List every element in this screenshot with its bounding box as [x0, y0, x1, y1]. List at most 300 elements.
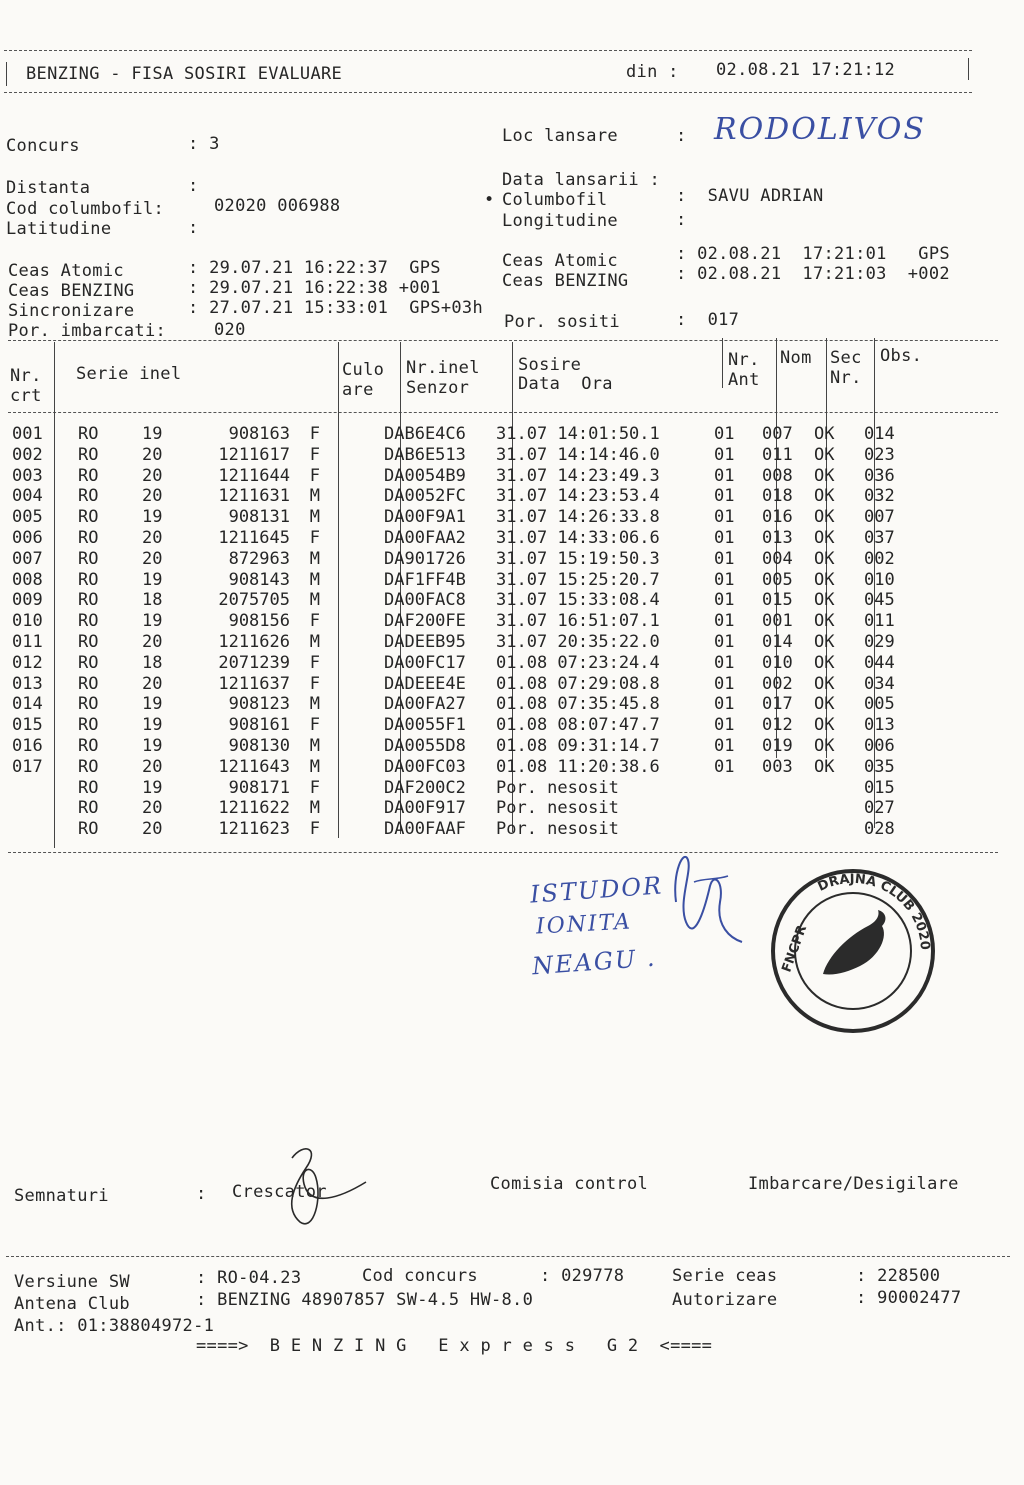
cell-inel: 908131	[228, 507, 290, 528]
cell-spacer	[320, 674, 384, 695]
cell-tara: RO	[78, 756, 99, 777]
cell-senzor: DA00FAA2	[384, 527, 466, 548]
cell-spacer	[320, 819, 384, 840]
table-row	[12, 798, 914, 819]
cell-sec: OK	[814, 735, 835, 756]
col-senzor: Senzor	[406, 378, 470, 398]
table-row	[12, 445, 914, 466]
cell-sex: M	[309, 694, 320, 715]
cell-spacer	[320, 653, 384, 674]
col-obs: Obs.	[880, 346, 923, 366]
cell-senzor: DADEEB95	[384, 631, 466, 652]
cell-inel: 908143	[228, 569, 290, 590]
cell-tara: RO	[78, 694, 99, 715]
antena-club-label: Antena Club	[14, 1294, 130, 1314]
cell-inel: 908156	[228, 611, 290, 632]
cell-nom: 010	[762, 652, 793, 673]
cell-sec: OK	[814, 611, 835, 632]
cell-sex: F	[309, 527, 320, 548]
loc-lansare-sep: :	[676, 126, 687, 146]
cell-crt: 003	[12, 465, 43, 486]
cell-nom: 005	[762, 569, 793, 590]
cell-senzor: DA901726	[384, 548, 466, 569]
cell-nom: 004	[762, 548, 793, 569]
cell-nom: 003	[762, 756, 793, 777]
cell-obs: 014	[864, 424, 895, 444]
por-imbarcati-value: 020	[214, 320, 246, 340]
cell-sec: OK	[814, 527, 835, 548]
cell-sec: OK	[814, 548, 835, 569]
cell-nom	[762, 778, 814, 799]
distanta-value: :	[188, 176, 199, 196]
cell-sosire: 31.07 14:26:33.8	[496, 507, 660, 528]
cell-sex: F	[309, 611, 320, 632]
cell-sex: F	[309, 715, 320, 736]
cell-tara: RO	[78, 819, 99, 840]
cell-tara: RO	[78, 590, 99, 611]
col-nom: Nom	[780, 348, 812, 368]
cell-ant: 01	[714, 756, 735, 777]
cell-sec: OK	[814, 486, 835, 507]
cell-obs: 036	[864, 465, 895, 486]
cell-sec: OK	[814, 424, 835, 444]
cell-inel: 908163	[228, 424, 290, 444]
cell-crt: 016	[12, 735, 43, 756]
col-ant: Ant	[728, 370, 760, 390]
cell-an: 20	[142, 756, 163, 777]
cell-sex: F	[309, 424, 320, 444]
cell-obs: 006	[864, 735, 895, 756]
cell-inel: 2071239	[218, 652, 290, 673]
semnaturi-label: Semnaturi	[14, 1186, 109, 1206]
cell-crt: 007	[12, 548, 43, 569]
cell-sec: OK	[814, 756, 835, 777]
loc-lansare-label: Loc lansare	[502, 126, 618, 146]
cell-obs: 044	[864, 652, 895, 673]
cell-spacer	[320, 528, 384, 549]
cell-ant: 01	[714, 424, 735, 444]
autorizare-value: : 90002477	[856, 1288, 962, 1308]
din-value: 02.08.21 17:21:12	[716, 60, 896, 80]
cell-sec: OK	[814, 673, 835, 694]
handwritten-name-1: ISTUDOR	[529, 871, 664, 909]
cell-inel: 908161	[228, 715, 290, 736]
cell-an: 19	[142, 777, 163, 798]
cell-an: 20	[142, 486, 163, 507]
cell-sex: M	[309, 756, 320, 777]
din-label: din :	[626, 62, 679, 82]
cell-sex: F	[309, 652, 320, 673]
cell-senzor: DAB6E513	[384, 444, 466, 465]
cell-sosire: Por. nesosit	[496, 798, 619, 819]
cell-inel: 1211637	[218, 673, 290, 694]
cell-nom: 018	[762, 486, 793, 507]
cell-spacer	[320, 632, 384, 653]
cell-an: 18	[142, 652, 163, 673]
cell-senzor: DA0055D8	[384, 735, 466, 756]
cell-obs: 029	[864, 631, 895, 652]
col-sosire: Sosire	[518, 355, 582, 375]
table-row	[12, 424, 914, 445]
cell-obs: 028	[864, 819, 895, 840]
cell-sosire: 01.08 07:23:24.4	[496, 652, 660, 673]
cell-sec: OK	[814, 694, 835, 715]
cod-columbofil-label: Cod columbofil:	[6, 199, 165, 219]
cell-inel: 1211645	[218, 527, 290, 548]
cell-crt: 005	[12, 507, 43, 528]
cell-spacer	[320, 466, 384, 487]
cell-obs: 010	[864, 569, 895, 590]
cell-sex: F	[309, 777, 320, 798]
cell-inel: 908171	[228, 777, 290, 798]
autorizare-label: Autorizare	[672, 1290, 778, 1310]
cell-ant: 01	[714, 527, 735, 548]
cell-spacer	[320, 570, 384, 591]
col-sec: Sec	[830, 348, 862, 368]
cell-sosire: 31.07 20:35:22.0	[496, 631, 660, 652]
antena-club-value: : BENZING 48907857 SW-4.5 HW-8.0	[196, 1290, 534, 1310]
por-imbarcati-label: Por. imbarcati:	[8, 321, 167, 341]
cell-nom: 008	[762, 465, 793, 486]
ceas-benzing-right-value: : 02.08.21 17:21:03 +002	[676, 264, 950, 284]
cell-ant: 01	[714, 507, 735, 528]
col-are: are	[342, 380, 374, 400]
sincronizare-label: Sincronizare	[8, 301, 135, 321]
cell-sex: M	[309, 798, 320, 819]
cell-obs: 005	[864, 694, 895, 715]
ceas-atomic-right-value: : 02.08.21 17:21:01 GPS	[676, 244, 950, 264]
cell-sex: M	[309, 569, 320, 590]
cell-tara: RO	[78, 444, 99, 465]
ceas-atomic-right-label: Ceas Atomic	[502, 251, 618, 271]
cell-sex: M	[309, 735, 320, 756]
table-row	[12, 466, 914, 487]
loc-lansare-handwritten: RODOLIVOS	[714, 112, 926, 147]
cell-an: 19	[142, 569, 163, 590]
cell-sex: M	[309, 486, 320, 507]
cell-obs: 007	[864, 507, 895, 528]
cell-sosire: 01.08 09:31:14.7	[496, 735, 660, 756]
table-row	[12, 653, 914, 674]
cell-an: 19	[142, 715, 163, 736]
cell-spacer	[320, 445, 384, 466]
cell-crt	[12, 778, 78, 799]
cell-sex: M	[309, 631, 320, 652]
cell-sec: OK	[814, 507, 835, 528]
table-row	[12, 486, 914, 507]
cell-ant: 01	[714, 652, 735, 673]
cell-obs: 023	[864, 444, 895, 465]
table-row	[12, 694, 914, 715]
club-seal-stamp	[768, 866, 938, 1036]
cell-tara: RO	[78, 486, 99, 507]
cell-an: 20	[142, 465, 163, 486]
table-row	[12, 715, 914, 736]
cell-sosire: 31.07 14:01:50.1	[496, 424, 660, 444]
cell-tara: RO	[78, 715, 99, 736]
cell-nom: 007	[762, 424, 793, 444]
cell-an: 20	[142, 673, 163, 694]
imbarcare-desigilare-label: Imbarcare/Desigilare	[748, 1174, 959, 1194]
longitudine-value: :	[676, 210, 687, 230]
cell-crt	[12, 819, 78, 840]
cell-crt: 009	[12, 590, 43, 611]
cell-sex: F	[309, 673, 320, 694]
cell-inel: 908130	[228, 735, 290, 756]
data-lansarii-label: Data lansarii :	[502, 170, 661, 190]
cell-tara: RO	[78, 569, 99, 590]
cell-ant: 01	[714, 673, 735, 694]
columbofil-value: : SAVU ADRIAN	[676, 186, 824, 206]
cell-sosire: Por. nesosit	[496, 777, 619, 798]
cell-spacer	[320, 590, 384, 611]
col-data-ora: Data Ora	[518, 374, 613, 394]
cell-inel: 908123	[228, 694, 290, 715]
cell-an: 20	[142, 548, 163, 569]
cell-crt: 011	[12, 631, 43, 652]
table-row	[12, 611, 914, 632]
cell-obs: 013	[864, 715, 895, 736]
cell-sosire: 31.07 15:19:50.3	[496, 548, 660, 569]
cell-sosire: 01.08 11:20:38.6	[496, 756, 660, 777]
cell-tara: RO	[78, 507, 99, 528]
cell-obs: 035	[864, 756, 895, 777]
serie-ceas-label: Serie ceas	[672, 1266, 778, 1286]
cell-tara: RO	[78, 611, 99, 632]
cell-ant: 01	[714, 611, 735, 632]
cell-tara: RO	[78, 652, 99, 673]
cell-sosire: 31.07 14:23:49.3	[496, 465, 660, 486]
cell-sosire: 01.08 07:35:45.8	[496, 694, 660, 715]
cell-ant: 01	[714, 548, 735, 569]
cell-inel: 1211631	[218, 486, 290, 507]
cell-ant	[714, 798, 762, 819]
cell-ant	[714, 819, 762, 840]
cell-ant: 01	[714, 444, 735, 465]
cell-sec: OK	[814, 652, 835, 673]
cell-crt: 004	[12, 486, 43, 507]
concurs-label: Concurs	[6, 136, 80, 156]
cell-crt: 008	[12, 569, 43, 590]
table-row	[12, 570, 914, 591]
cell-sosire: 31.07 14:23:53.4	[496, 486, 660, 507]
cell-an: 20	[142, 819, 163, 840]
benzing-banner: ====> B E N Z I N G E x p r e s s G 2 <====	[196, 1336, 713, 1356]
table-row	[12, 507, 914, 528]
cell-senzor: DAF200FE	[384, 611, 466, 632]
cell-obs: 002	[864, 548, 895, 569]
cell-tara: RO	[78, 424, 99, 444]
cell-sec: OK	[814, 715, 835, 736]
cell-ant: 01	[714, 569, 735, 590]
cell-crt: 002	[12, 444, 43, 465]
cell-senzor: DA00FAAF	[384, 819, 466, 840]
cell-inel: 2075705	[218, 590, 290, 611]
cell-sosire: Por. nesosit	[496, 819, 619, 840]
ceas-benzing-value: : 29.07.21 16:22:38 +001	[188, 278, 441, 298]
cell-sosire: 31.07 14:14:46.0	[496, 444, 660, 465]
cell-crt: 014	[12, 694, 43, 715]
cell-an: 19	[142, 424, 163, 444]
cell-ant: 01	[714, 631, 735, 652]
cell-inel: 1211644	[218, 465, 290, 486]
col-serie-inel: Serie inel	[76, 364, 182, 384]
cell-obs: 015	[864, 777, 895, 798]
latitudine-value: :	[188, 218, 199, 238]
cell-crt: 012	[12, 652, 43, 673]
cell-tara: RO	[78, 735, 99, 756]
cell-obs: 027	[864, 798, 895, 819]
cell-ant: 01	[714, 486, 735, 507]
cell-spacer	[320, 715, 384, 736]
table-row	[12, 778, 914, 799]
cell-nom: 014	[762, 631, 793, 652]
cell-senzor: DA00FA27	[384, 694, 466, 715]
table-row	[12, 549, 914, 570]
table-row	[12, 674, 914, 695]
latitudine-label: Latitudine	[6, 219, 112, 239]
seal-left-text: FNCPR	[779, 923, 811, 975]
col-culo: Culo	[342, 360, 385, 380]
cell-sex: F	[309, 465, 320, 486]
cell-spacer	[320, 694, 384, 715]
cell-spacer	[320, 486, 384, 507]
handwritten-name-2: IONITA	[535, 909, 633, 940]
cell-obs: 045	[864, 590, 895, 611]
por-sositi-label: Por. sositi	[504, 312, 620, 332]
cell-senzor: DA00FC17	[384, 652, 466, 673]
semnaturi-sep: :	[196, 1184, 207, 1204]
cell-sosire: 31.07 14:33:06.6	[496, 527, 660, 548]
cell-senzor: DA00F9A1	[384, 507, 466, 528]
cell-tara: RO	[78, 798, 99, 819]
cell-nom: 002	[762, 673, 793, 694]
cell-spacer	[320, 507, 384, 528]
table-row	[12, 819, 914, 840]
cell-tara: RO	[78, 465, 99, 486]
table-row	[12, 528, 914, 549]
pigeon-icon	[823, 910, 885, 975]
cell-an: 20	[142, 631, 163, 652]
cell-tara: RO	[78, 631, 99, 652]
cell-spacer	[320, 757, 384, 778]
cell-spacer	[320, 736, 384, 757]
cell-sex: M	[309, 548, 320, 569]
cell-spacer	[320, 798, 384, 819]
cell-sex: M	[309, 590, 320, 611]
cell-an: 19	[142, 611, 163, 632]
cell-sec: OK	[814, 631, 835, 652]
table-row	[12, 757, 914, 778]
cell-crt: 006	[12, 527, 43, 548]
cell-an: 20	[142, 798, 163, 819]
cod-columbofil-value: 02020 006988	[214, 196, 341, 216]
cell-sec: OK	[814, 590, 835, 611]
cell-ant	[714, 778, 762, 799]
cell-crt: 015	[12, 715, 43, 736]
cell-nom: 012	[762, 715, 793, 736]
cell-sex: M	[309, 507, 320, 528]
cell-sec	[814, 778, 864, 799]
cell-sec: OK	[814, 569, 835, 590]
crescator-label: Crescator	[232, 1182, 327, 1202]
concurs-value: : 3	[188, 134, 220, 154]
cell-ant: 01	[714, 694, 735, 715]
cell-inel: 1211623	[218, 819, 290, 840]
cell-tara: RO	[78, 527, 99, 548]
cell-obs: 011	[864, 611, 895, 632]
ceas-atomic-label: Ceas Atomic	[8, 261, 124, 281]
longitudine-label: Longitudine	[502, 211, 618, 231]
por-sositi-value: : 017	[676, 310, 740, 330]
cell-an: 20	[142, 527, 163, 548]
versiune-sw-value: : RO-04.23	[196, 1268, 302, 1288]
cell-inel: 1211643	[218, 756, 290, 777]
cell-nom: 015	[762, 590, 793, 611]
cell-sosire: 31.07 16:51:07.1	[496, 611, 660, 632]
distanta-label: Distanta	[6, 178, 91, 198]
cell-inel: 872963	[228, 548, 290, 569]
columbofil-label: Columbofil	[502, 190, 608, 210]
cell-tara: RO	[78, 673, 99, 694]
table-row	[12, 736, 914, 757]
cell-sosire: 01.08 08:07:47.7	[496, 715, 660, 736]
cell-inel: 1211622	[218, 798, 290, 819]
cell-nom: 016	[762, 507, 793, 528]
cell-an: 19	[142, 507, 163, 528]
cell-obs: 032	[864, 486, 895, 507]
cell-inel: 1211626	[218, 631, 290, 652]
cell-ant: 01	[714, 715, 735, 736]
cell-sosire: 31.07 15:33:08.4	[496, 590, 660, 611]
cell-crt: 010	[12, 611, 43, 632]
cell-an: 19	[142, 694, 163, 715]
cell-sosire: 01.08 07:29:08.8	[496, 673, 660, 694]
cell-an: 18	[142, 590, 163, 611]
cell-an: 20	[142, 444, 163, 465]
cell-inel: 1211617	[218, 444, 290, 465]
cod-concurs-label: Cod concurs	[362, 1266, 478, 1286]
table-row	[12, 632, 914, 653]
cell-obs: 034	[864, 673, 895, 694]
versiune-sw-label: Versiune SW	[14, 1272, 130, 1292]
cell-an: 19	[142, 735, 163, 756]
cod-concurs-value: : 029778	[540, 1266, 625, 1286]
cell-sec	[814, 798, 864, 819]
cell-nom: 011	[762, 444, 793, 465]
cell-sosire: 31.07 15:25:20.7	[496, 569, 660, 590]
cell-nom	[762, 819, 814, 840]
sincronizare-value: : 27.07.21 15:33:01 GPS+03h	[188, 298, 483, 318]
cell-crt: 017	[12, 756, 43, 777]
cell-spacer	[320, 424, 384, 445]
cell-ant: 01	[714, 590, 735, 611]
cell-senzor: DA0055F1	[384, 715, 466, 736]
cell-nom: 017	[762, 694, 793, 715]
cell-nom: 019	[762, 735, 793, 756]
page-title: BENZING - FISA SOSIRI EVALUARE	[26, 64, 343, 84]
cell-sec: OK	[814, 444, 835, 465]
ceas-benzing-label: Ceas BENZING	[8, 281, 135, 301]
cell-sex: F	[309, 819, 320, 840]
handwritten-name-3: NEAGU .	[531, 943, 658, 981]
cell-tara: RO	[78, 777, 99, 798]
cell-spacer	[320, 611, 384, 632]
cell-sec	[814, 819, 864, 840]
seal-top-text: DRAJNA CLUB 2020	[815, 871, 933, 951]
cell-nom: 013	[762, 527, 793, 548]
cell-senzor: DAF1FF4B	[384, 569, 466, 590]
